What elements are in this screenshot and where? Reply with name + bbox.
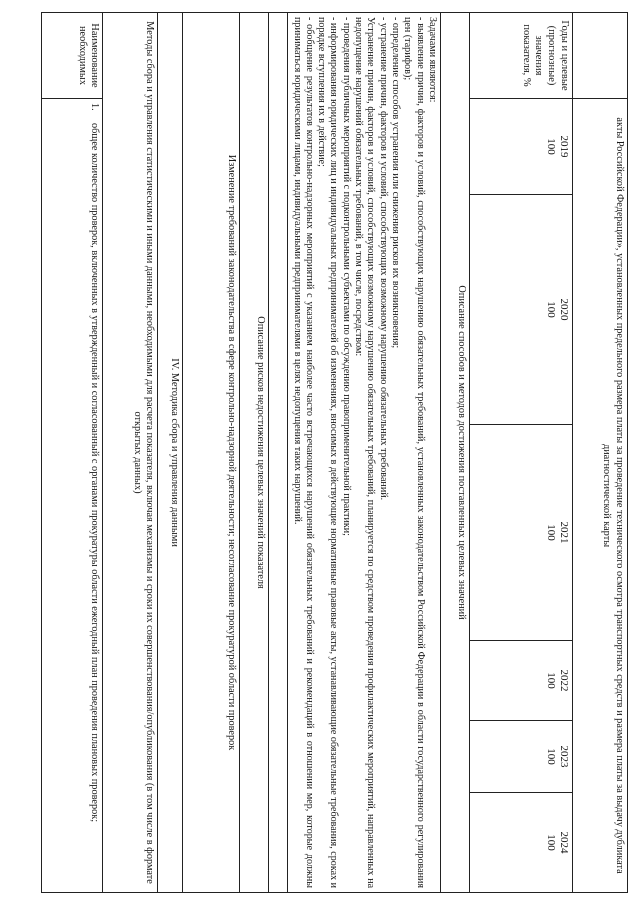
year-label: 2024 (558, 831, 570, 854)
year-label: 2021 (558, 521, 570, 544)
task-item: - проведения публичных мероприятий с подконтрольными субъектами по обсуждению правоприменительной практики; (340, 17, 352, 536)
methods-heading-row (441, 13, 470, 893)
years-label: Годы и целевые (прогнозные) значения показателя, % (470, 13, 573, 99)
risks-heading: Описание рисков недостижения целевых значений показателя (240, 13, 269, 893)
year-value: 100 (544, 748, 557, 765)
year-cell (470, 425, 573, 641)
names-item (42, 99, 103, 893)
section-heading: IV. Методика сбора и управления данными (158, 13, 183, 893)
legal-acts-empty-cell (573, 13, 628, 99)
risks-row (183, 13, 240, 893)
year-value: 100 (544, 138, 557, 155)
methods-heading: Описание способов и методов достижения поставленных целевых значений (441, 13, 470, 893)
year-cell (470, 641, 573, 721)
year-value: 100 (544, 834, 557, 851)
task-paragraph: Устранение причин, факторов и условий, способствующих возможному нарушению обязательных требований, планируется по средством проведения профилактических мероприятий, направленных на недопущение нарушений обязательных требований, в том числе, посредством: (353, 17, 377, 889)
task-item: - обобщение результатов контрольно-надзорных мероприятий с указанием наиболее часто встречающихся нарушений обязательных требований и рекомендаций в отношении мер, которые должны приниматься юридическими лицами, индивидуальными предпринимателями в целях недопущения таких нарушений. (291, 17, 315, 889)
risks-heading-row (240, 13, 269, 893)
blank-cell (269, 13, 288, 893)
legal-acts-row (573, 13, 628, 893)
names-row (42, 13, 103, 893)
year-label: 2023 (558, 745, 570, 768)
task-item: - выявление причин, факторов и условий, способствующих нарушению обязательных требований, установленных законодательством Российской Федерации в области государственного регулирования цен (тарифов); (402, 17, 426, 889)
tasks-intro: Задачами являются: (427, 17, 438, 103)
year-value: 100 (544, 524, 557, 541)
tasks-cell (288, 13, 441, 893)
blank-row (269, 13, 288, 893)
section-heading-row (158, 13, 183, 893)
tasks-row (288, 13, 441, 893)
task-item: - информирования юридических лиц и индивидуальных предпринимателей об изменениях, вносимых в действующие нормативные правовые акты, устанавливающие обязательные требования, сроках и порядке вступления их в действие; (316, 17, 340, 889)
year-label: 2019 (558, 135, 570, 158)
year-cell (470, 99, 573, 195)
names-label: Наименование необходимых (42, 13, 103, 99)
year-value: 100 (544, 672, 557, 689)
risks-text: Изменение требований законодательства в сфере контрольно-надзорной деятельности; несогласование прокуратурой области проверок (183, 13, 240, 893)
year-label: 2020 (558, 298, 570, 321)
year-cell (470, 721, 573, 793)
methods-row (103, 13, 158, 893)
item-number: 1. (89, 103, 101, 111)
item-text: общее количество проверок, включенных в утвержденный и согласованный с органами прокуратуры области ежегодный план проведения плановых проверок; (89, 123, 101, 823)
task-item: - определение способов устранения или снижения рисков их возникновения; (390, 17, 402, 349)
years-row (470, 13, 573, 893)
year-cell (470, 793, 573, 893)
legal-acts-text: акты Российской Федерации», установленных предельного размера платы за проведение технического осмотра транспортных средств и размера платы за выдачу дубликата диагностической карты (573, 99, 628, 893)
methods-text: Методы сбора и управления статистическими и иными данными, необходимыми для расчета показателя, включая механизмы и сроки их совершенствования/опубликования (в том числе в формате открытых данных) (103, 13, 158, 893)
year-label: 2022 (558, 669, 570, 692)
year-cell (470, 195, 573, 425)
year-value: 100 (544, 301, 557, 318)
task-item: - устранение причин, факторов и условий, способствующих возможному нарушению обязательных требований. (377, 17, 389, 501)
indicator-table (41, 12, 628, 893)
